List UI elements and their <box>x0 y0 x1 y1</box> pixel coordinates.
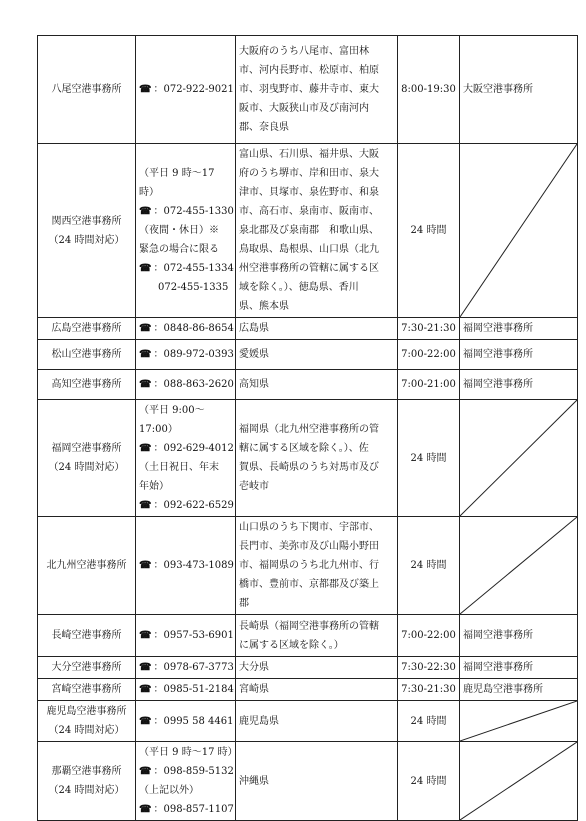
phone-text: （平日 9:00～ <box>139 405 205 416</box>
office-name-cell <box>38 657 136 679</box>
office-name-line: 高知空港事務所 <box>51 379 122 390</box>
phone-text: ：0848-86-8654 <box>153 323 234 334</box>
office-name-cell <box>38 370 136 400</box>
office-name-line: 福岡空港事務所 <box>51 443 122 454</box>
office-name-line: 関西空港事務所 <box>51 215 122 227</box>
table-row <box>38 742 578 821</box>
phone-text: （夜間・休日）※ <box>139 225 219 236</box>
jurisdiction-cell <box>236 318 398 340</box>
telephone-icon: ☎ <box>139 206 152 217</box>
jurisdiction-cell <box>236 144 398 318</box>
phone-cell <box>136 318 236 340</box>
phone-text: ：072-455-1334 <box>153 263 234 274</box>
phone-cell <box>136 701 236 742</box>
telephone-icon: ☎ <box>139 630 152 641</box>
jurisdiction-line: 津市、貝塚市、泉佐野市、和泉 <box>239 187 379 198</box>
jurisdiction-cell <box>236 36 398 144</box>
jurisdiction-line: 市、河内長野市、松原市、柏原 <box>239 65 379 76</box>
jurisdiction-line: 大阪府のうち八尾市、富田林 <box>239 46 369 57</box>
operating-hours-cell: 24 時間 <box>398 517 460 615</box>
telephone-icon: ☎ <box>139 766 152 777</box>
jurisdiction-cell <box>236 517 398 615</box>
phone-line <box>139 375 232 394</box>
phone-text: ：089-972-0393 <box>153 349 234 360</box>
diagonal-line <box>460 742 577 820</box>
airport-office-table <box>37 35 578 821</box>
jurisdiction-line: 長門市、美弥市及び山陽小野田 <box>239 541 379 552</box>
office-name-line: 那覇空港事務所 <box>51 766 122 777</box>
diagonal-line <box>460 701 577 741</box>
telephone-icon: ☎ <box>139 662 152 673</box>
jurisdiction-line: 州空港事務所の管轄に属する区 <box>239 263 379 274</box>
backup-office-cell: 福岡空港事務所 <box>460 340 578 370</box>
jurisdiction-cell <box>236 742 398 821</box>
phone-cell <box>136 657 236 679</box>
table-row <box>38 318 578 340</box>
phone-text: 緊急の場合に限る <box>139 244 219 255</box>
telephone-icon: ☎ <box>139 804 152 815</box>
jurisdiction-line: 府のうち堺市、岸和田市、泉大 <box>239 168 379 179</box>
jurisdiction-line: 愛媛県 <box>239 349 269 360</box>
phone-line <box>139 712 232 731</box>
phone-cell <box>136 370 236 400</box>
phone-line <box>139 319 232 338</box>
jurisdiction-line: 宮崎県 <box>239 684 269 695</box>
backup-office-cell: 福岡空港事務所 <box>460 318 578 340</box>
office-name-line: 宮崎空港事務所 <box>51 684 122 695</box>
telephone-icon: ☎ <box>139 560 152 571</box>
empty-diagonal-cell <box>460 400 578 517</box>
phone-cell <box>136 615 236 657</box>
operating-hours-cell: 24 時間 <box>398 400 460 517</box>
jurisdiction-line: 山口県のうち下関市、宇部市、 <box>239 522 379 533</box>
phone-text: ：098-857-1107 <box>153 804 234 815</box>
phone-line <box>139 401 232 420</box>
office-name-line: （24 時間対応） <box>48 462 125 473</box>
office-name-line: （24 時間対応） <box>48 785 125 796</box>
phone-text: 072-455-1335 <box>158 282 229 293</box>
table-row <box>38 701 578 742</box>
table-row <box>38 400 578 517</box>
table-row <box>38 144 578 318</box>
phone-text: ：0978-67-3773 <box>153 662 234 673</box>
jurisdiction-cell <box>236 340 398 370</box>
backup-office-cell: 福岡空港事務所 <box>460 370 578 400</box>
telephone-icon: ☎ <box>139 323 152 334</box>
operating-hours-cell: 7:00-22:00 <box>398 340 460 370</box>
table-row <box>38 340 578 370</box>
backup-office-cell: 福岡空港事務所 <box>460 615 578 657</box>
phone-line <box>139 420 232 439</box>
office-name-line: 長崎空港事務所 <box>51 630 122 641</box>
phone-line <box>139 240 232 259</box>
jurisdiction-line: 市、高石市、泉南市、阪南市、 <box>239 206 379 217</box>
phone-line <box>139 477 232 496</box>
phone-cell <box>136 517 236 615</box>
table-body <box>38 36 578 821</box>
phone-line <box>139 183 232 202</box>
phone-text: ：0985-51-2184 <box>153 684 234 695</box>
telephone-icon: ☎ <box>139 379 152 390</box>
operating-hours-cell: 7:00-22:00 <box>398 615 460 657</box>
phone-line <box>139 762 232 781</box>
phone-text: ：072-922-9021 <box>153 84 234 95</box>
phone-text: 17:00） <box>139 424 178 435</box>
office-name-cell <box>38 340 136 370</box>
jurisdiction-line: 轄に属する区域を除く。）、佐 <box>239 443 369 454</box>
jurisdiction-line: 富山県、石川県、福井県、大阪 <box>239 149 379 160</box>
operating-hours-cell: 24 時間 <box>398 144 460 318</box>
jurisdiction-line: 郡 <box>239 598 249 609</box>
phone-cell <box>136 742 236 821</box>
table-row <box>38 517 578 615</box>
phone-line <box>139 626 232 645</box>
phone-text: （平日 9 時～17 時） <box>139 747 238 758</box>
operating-hours-cell: 24 時間 <box>398 701 460 742</box>
empty-diagonal-cell <box>460 144 578 318</box>
phone-line <box>139 658 232 677</box>
jurisdiction-cell <box>236 370 398 400</box>
phone-cell <box>136 36 236 144</box>
backup-office-cell: 鹿児島空港事務所 <box>460 679 578 701</box>
phone-text: ：093-473-1089 <box>153 560 234 571</box>
phone-cell <box>136 340 236 370</box>
jurisdiction-line: 市、福岡県のうち北九州市、行 <box>239 560 379 571</box>
office-name-line: （24 時間対応） <box>48 725 125 736</box>
phone-line <box>139 202 232 221</box>
telephone-icon: ☎ <box>139 443 152 454</box>
diagonal-line <box>460 400 577 516</box>
phone-line <box>139 164 232 183</box>
telephone-icon: ☎ <box>139 500 152 511</box>
office-name-line: 八尾空港事務所 <box>51 84 122 95</box>
jurisdiction-line: 高知県 <box>239 379 269 390</box>
phone-text: ：092-622-6529 <box>153 500 234 511</box>
office-name-cell <box>38 36 136 144</box>
office-name-cell <box>38 679 136 701</box>
jurisdiction-line: 域を除く。）、徳島県、香川 <box>239 282 359 293</box>
telephone-icon: ☎ <box>139 263 152 274</box>
telephone-icon: ☎ <box>139 684 152 695</box>
empty-diagonal-cell <box>460 517 578 615</box>
diagonal-line <box>460 144 577 317</box>
jurisdiction-line: 橋市、豊前市、京都郡及び築上 <box>239 579 379 590</box>
jurisdiction-line: 泉北郡及び泉南郡 和歌山県、 <box>239 225 379 236</box>
jurisdiction-line: 郡、奈良県 <box>239 122 289 133</box>
phone-cell <box>136 679 236 701</box>
jurisdiction-line: 沖縄県 <box>239 775 269 787</box>
phone-line <box>139 800 232 819</box>
phone-text: ：0995 58 4461 <box>153 715 234 727</box>
jurisdiction-line: 賀県、長崎県のうち対馬市及び <box>239 462 379 473</box>
operating-hours-cell: 7:30-21:30 <box>398 679 460 701</box>
office-name-line: 広島空港事務所 <box>51 323 122 334</box>
office-name-line: 大分空港事務所 <box>51 662 122 673</box>
phone-text: （平日 9 時～17 <box>139 168 215 179</box>
office-name-cell <box>38 701 136 742</box>
phone-cell <box>136 400 236 517</box>
phone-line <box>139 680 232 699</box>
office-name-cell <box>38 517 136 615</box>
phone-line <box>139 556 232 575</box>
jurisdiction-cell <box>236 679 398 701</box>
empty-diagonal-cell <box>460 742 578 821</box>
phone-line <box>139 458 232 477</box>
phone-line <box>139 278 232 297</box>
office-name-cell <box>38 400 136 517</box>
jurisdiction-line: 長崎県（福岡空港事務所の管轄 <box>239 620 379 632</box>
jurisdiction-line: 鹿児島県 <box>239 715 279 727</box>
table-row <box>38 370 578 400</box>
office-name-line: 鹿児島空港事務所 <box>46 706 127 717</box>
operating-hours-cell: 24 時間 <box>398 742 460 821</box>
operating-hours-cell: 7:30-21:30 <box>398 318 460 340</box>
phone-line <box>139 496 232 515</box>
phone-text: 時） <box>139 187 159 198</box>
operating-hours-cell: 8:00-19:30 <box>398 36 460 144</box>
jurisdiction-cell <box>236 701 398 742</box>
phone-line <box>139 345 232 364</box>
office-name-cell <box>38 615 136 657</box>
telephone-icon: ☎ <box>139 715 152 727</box>
phone-line <box>139 259 232 278</box>
jurisdiction-line: 広島県 <box>239 323 269 334</box>
phone-cell <box>136 144 236 318</box>
phone-text: 年始） <box>139 481 169 492</box>
empty-diagonal-cell <box>460 701 578 742</box>
operating-hours-cell: 7:30-22:30 <box>398 657 460 679</box>
jurisdiction-line: 壱岐市 <box>239 481 269 492</box>
jurisdiction-line: 市、羽曳野市、藤井寺市、東大 <box>239 84 379 95</box>
telephone-icon: ☎ <box>139 84 152 95</box>
diagonal-line <box>460 517 577 614</box>
table-row <box>38 657 578 679</box>
jurisdiction-line: 県、熊本県 <box>239 301 289 312</box>
backup-office-cell: 大阪空港事務所 <box>460 36 578 144</box>
phone-line <box>139 781 232 800</box>
office-name-cell <box>38 144 136 318</box>
jurisdiction-line: に属する区域を除く。） <box>239 639 344 651</box>
table-row <box>38 679 578 701</box>
phone-text: ：0957-53-6901 <box>153 630 234 641</box>
jurisdiction-cell <box>236 657 398 679</box>
backup-office-cell: 福岡空港事務所 <box>460 657 578 679</box>
jurisdiction-line: 阪市、大阪狭山市及び南河内 <box>239 103 369 114</box>
phone-text: ：098-859-5132 <box>153 766 234 777</box>
phone-line <box>139 80 232 99</box>
phone-text: （上記以外） <box>139 785 199 796</box>
operating-hours-cell: 7:00-21:00 <box>398 370 460 400</box>
office-name-line: （24 時間対応） <box>48 234 125 246</box>
telephone-icon: ☎ <box>139 349 152 360</box>
phone-line <box>139 439 232 458</box>
jurisdiction-cell <box>236 400 398 517</box>
office-name-cell <box>38 742 136 821</box>
table-row <box>38 615 578 657</box>
phone-line <box>139 221 232 240</box>
phone-text: ：072-455-1330 <box>153 206 234 217</box>
office-name-line: 松山空港事務所 <box>51 349 122 360</box>
office-name-line: 北九州空港事務所 <box>46 560 127 571</box>
phone-line <box>139 743 238 762</box>
phone-text: ：088-863-2620 <box>153 379 234 390</box>
jurisdiction-line: 大分県 <box>239 662 269 673</box>
office-name-cell <box>38 318 136 340</box>
jurisdiction-line: 福岡県（北九州空港事務所の管 <box>239 424 379 435</box>
table-row <box>38 36 578 144</box>
phone-text: ：092-629-4012 <box>153 443 234 454</box>
phone-text: （土日祝日、年末 <box>139 462 219 473</box>
jurisdiction-cell <box>236 615 398 657</box>
jurisdiction-line: 鳥取県、島根県、山口県（北九 <box>239 244 379 255</box>
